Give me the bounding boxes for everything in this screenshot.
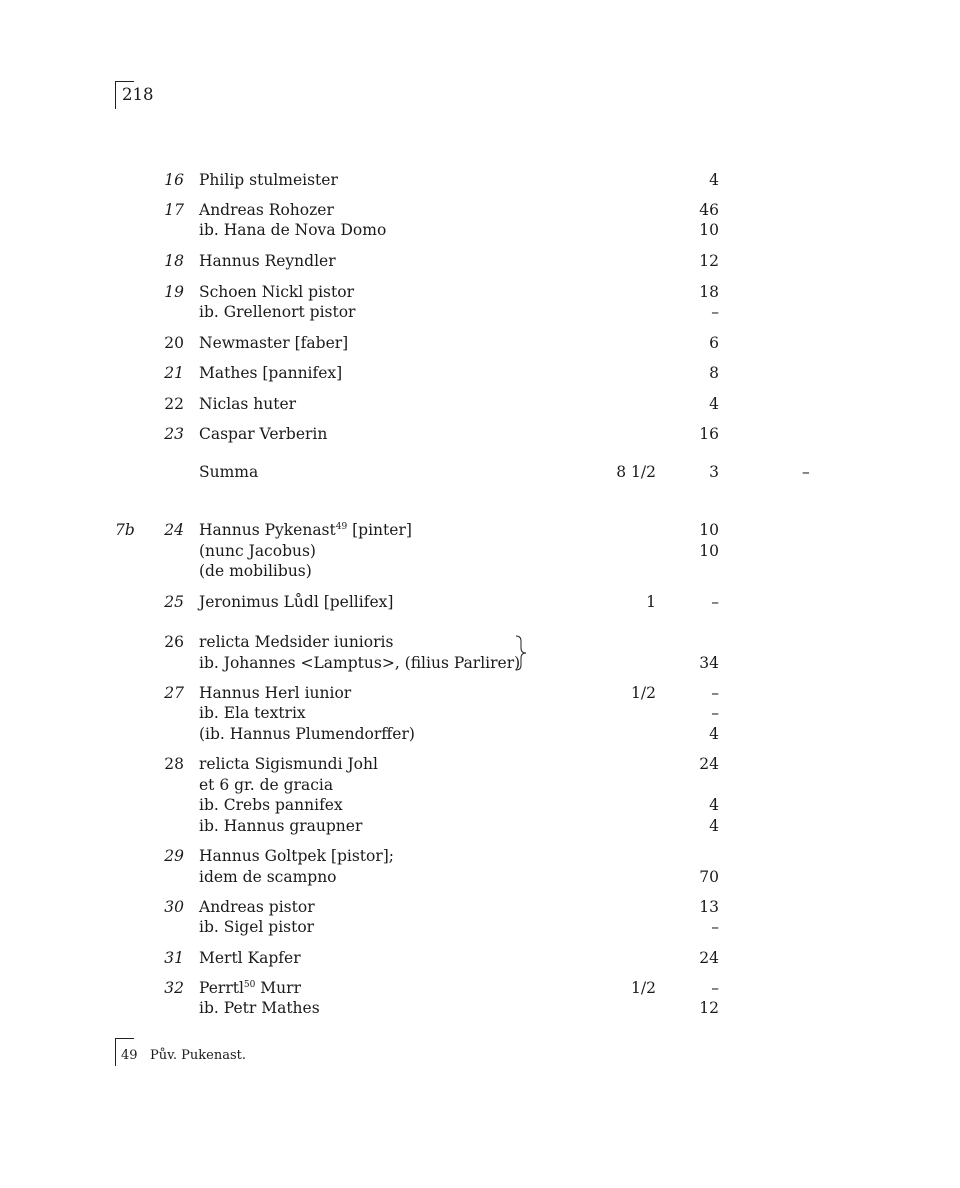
entry-line: [0, 333, 960, 354]
entry-number: 18: [164, 252, 184, 270]
entry-line: [0, 200, 960, 221]
amount-column-2: –: [711, 684, 719, 702]
amount-column-2: 13: [699, 898, 719, 916]
amount-column-2: –: [711, 303, 719, 321]
amount-column-2: 8: [709, 364, 719, 382]
entry-line: [0, 170, 960, 191]
amount-column-2: 4: [709, 171, 719, 189]
footnote-reference: 49: [335, 522, 348, 532]
amount-column-2: 10: [699, 221, 719, 239]
entry-number: 28: [164, 755, 184, 773]
entry-line: [0, 724, 960, 745]
entry-number: 19: [164, 283, 184, 301]
entry-line: [0, 592, 960, 613]
entry-line: [0, 816, 960, 837]
right-curly-brace: [514, 635, 528, 671]
entry-name-text: Perrtl: [199, 979, 244, 997]
entry-name-rest: [pinter]: [347, 521, 412, 539]
entry-line: [0, 775, 960, 796]
entry-name: Andreas Rohozer: [199, 201, 334, 219]
entry-line: [0, 754, 960, 775]
amount-column-2: 10: [699, 521, 719, 539]
amount-column-2: 4: [709, 395, 719, 413]
entry-number: 21: [164, 364, 184, 382]
entry-line: [0, 520, 960, 541]
entry-number: 22: [164, 395, 184, 413]
page-number: 218: [122, 85, 154, 104]
amount-column-2: –: [711, 918, 719, 936]
entry-number: 32: [164, 979, 184, 997]
entry-name: Philip stulmeister: [199, 171, 338, 189]
entry-name: Mertl Kapfer: [199, 949, 301, 967]
amount-column-2: 70: [699, 868, 719, 886]
amount-column-2: 6: [709, 334, 719, 352]
entry-name: Hannus Reyndler: [199, 252, 336, 270]
amount-column-2: 4: [709, 725, 719, 743]
amount-column-2: –: [711, 593, 719, 611]
entry-line: [0, 846, 960, 867]
entry-number: 25: [164, 593, 184, 611]
entry-name: idem de scampno: [199, 868, 337, 886]
entry-line: [0, 462, 960, 483]
amount-column-1: 1: [646, 593, 656, 611]
amount-column-2: 24: [699, 755, 719, 773]
amount-column-2: 16: [699, 425, 719, 443]
entry-name: Hannus Goltpek [pistor];: [199, 847, 395, 865]
entry-line: [0, 867, 960, 888]
entry-name: Newmaster [faber]: [199, 334, 349, 352]
amount-column-2: 4: [709, 817, 719, 835]
entry-line: [0, 282, 960, 303]
amount-column-2: 34: [699, 654, 719, 672]
amount-column-2: 12: [699, 252, 719, 270]
amount-column-2: 3: [709, 463, 719, 481]
entry-name: Andreas pistor: [199, 898, 315, 916]
entry-name-rest: Murr: [255, 979, 301, 997]
entry-line: [0, 978, 960, 999]
entry-name: ib. Ela textrix: [199, 704, 306, 722]
entry-number: 23: [164, 425, 184, 443]
entry-line: [0, 998, 960, 1019]
folio-marker: 7b: [115, 521, 135, 539]
entry-line: [0, 795, 960, 816]
footnote-number: 49: [121, 1048, 138, 1063]
entry-line: [0, 302, 960, 323]
entry-name: [199, 520, 412, 541]
entry-name: (nunc Jacobus): [199, 542, 316, 560]
entry-line: [0, 251, 960, 272]
footnote-reference: 50: [243, 980, 256, 990]
entry-line: [0, 394, 960, 415]
entry-name: ib. Hana de Nova Domo: [199, 221, 387, 239]
amount-column-3: –: [802, 463, 810, 481]
entry-line: [0, 683, 960, 704]
entry-name: ib. Grellenort pistor: [199, 303, 356, 321]
entry-name: Jeronimus Lůdl [pellifex]: [199, 593, 394, 611]
amount-column-2: 10: [699, 542, 719, 560]
entry-name: (ib. Hannus Plumendorffer): [199, 725, 415, 743]
entry-name: Niclas huter: [199, 395, 297, 413]
entry-line: [0, 897, 960, 918]
entry-line: [0, 653, 960, 674]
entry-name: ib. Crebs pannifex: [199, 796, 343, 814]
amount-column-2: 12: [699, 999, 719, 1017]
amount-column-1: 1/2: [631, 979, 656, 997]
entry-name: Hannus Herl iunior: [199, 684, 352, 702]
entry-number: 30: [164, 898, 184, 916]
entry-name: Schoen Nickl pistor: [199, 283, 354, 301]
entry-number: 27: [164, 684, 184, 702]
footnote-text: Pův. Pukenast.: [150, 1048, 247, 1063]
entry-number: 24: [164, 521, 184, 539]
entry-line: [0, 541, 960, 562]
entry-number: 31: [164, 949, 184, 967]
entry-name: ib. Johannes <Lamptus>, (filius Parlirer): [199, 654, 521, 672]
amount-column-1: 8 1/2: [616, 463, 656, 481]
amount-column-2: –: [711, 704, 719, 722]
entry-name: Caspar Verberin: [199, 425, 328, 443]
entry-line: [0, 703, 960, 724]
entry-name: ib. Hannus graupner: [199, 817, 363, 835]
entry-number: 26: [164, 633, 184, 651]
entry-name: et 6 gr. de gracia: [199, 776, 334, 794]
entry-number: 20: [164, 334, 184, 352]
entry-number: 29: [164, 847, 184, 865]
amount-column-2: 18: [699, 283, 719, 301]
amount-column-2: 4: [709, 796, 719, 814]
entry-name: [199, 978, 301, 999]
entry-line: [0, 424, 960, 445]
entry-name: ib. Sigel pistor: [199, 918, 315, 936]
entry-name: (de mobilibus): [199, 562, 312, 580]
entry-line: [0, 363, 960, 384]
entry-number: 17: [164, 201, 184, 219]
amount-column-2: 24: [699, 949, 719, 967]
entry-line: [0, 220, 960, 241]
entry-line: [0, 917, 960, 938]
entry-line: [0, 948, 960, 969]
entry-name: Mathes [pannifex]: [199, 364, 343, 382]
entry-name-text: Hannus Pykenast: [199, 521, 336, 539]
amount-column-2: –: [711, 979, 719, 997]
amount-column-1: 1/2: [631, 684, 656, 702]
amount-column-2: 46: [699, 201, 719, 219]
entry-number: 16: [164, 171, 184, 189]
entry-name: relicta Sigismundi Johl: [199, 755, 378, 773]
entry-name: ib. Petr Mathes: [199, 999, 320, 1017]
entry-name: relicta Medsider iunioris: [199, 633, 394, 651]
entry-line: [0, 632, 960, 653]
entry-line: [0, 561, 960, 582]
entry-name: Summa: [199, 463, 259, 481]
